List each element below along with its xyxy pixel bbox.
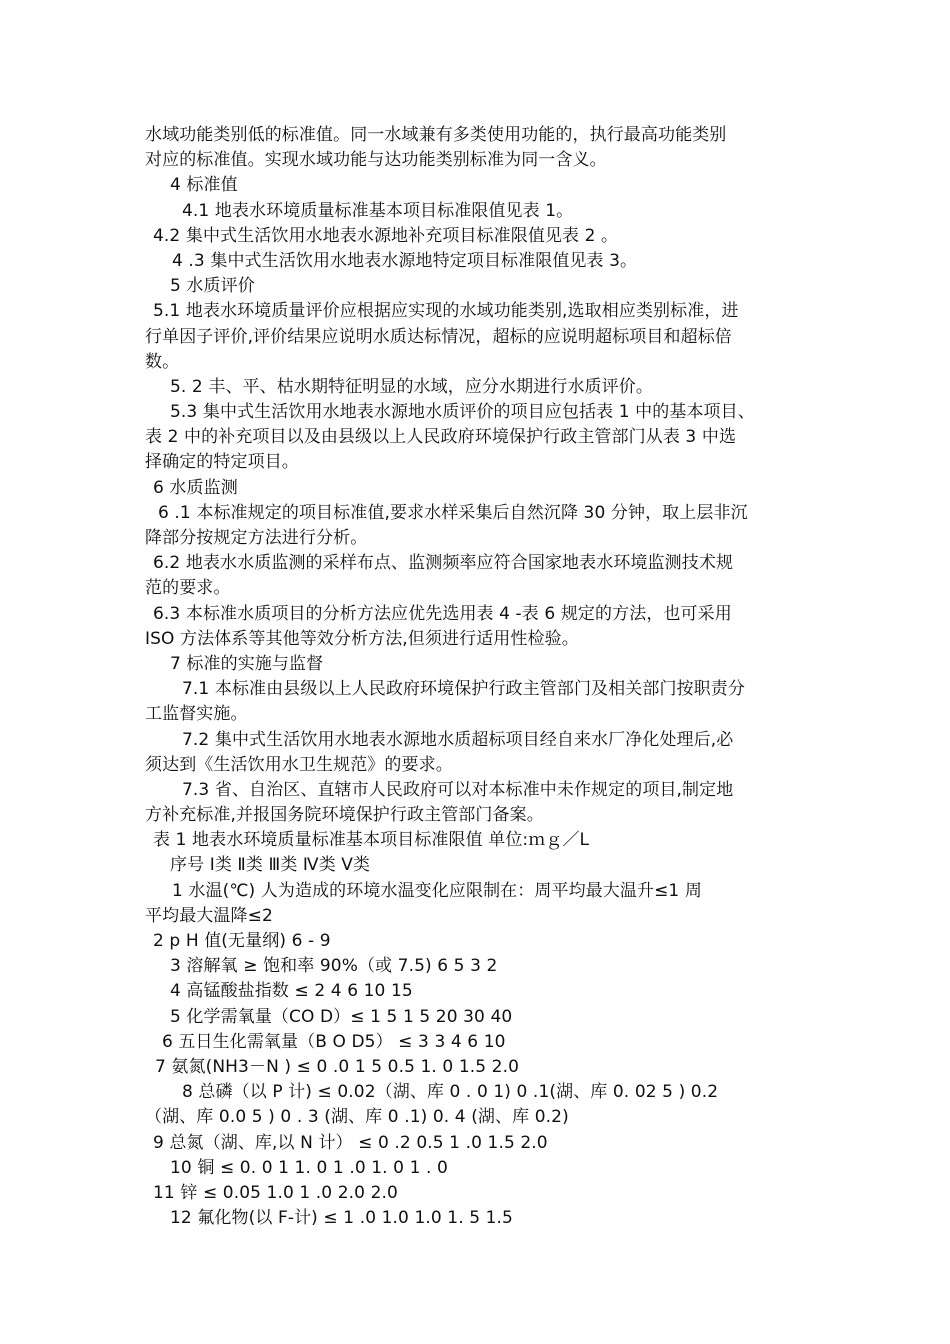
- text-line: 5.1 地表水环境质量评价应根据应实现的水域功能类别,选取相应类别标准，进: [153, 301, 739, 322]
- text-line: 方补充标准,并报国务院环境保护行政主管部门备案。: [145, 805, 544, 826]
- text-line: 对应的标准值。实现水域功能与达功能类别标准为同一含义。: [145, 150, 607, 171]
- text-line: 6.2 地表水水质监测的采样布点、监测频率应符合国家地表水环境监测技术规: [153, 553, 734, 574]
- text-line: 择确定的特定项目。: [145, 452, 299, 473]
- text-line: 4 .3 集中式生活饮用水地表水源地特定项目标准限值见表 3。: [172, 250, 638, 271]
- table-row: 8 总磷（以 P 计) ≤ 0.02（湖、库 0 . 0 1) 0 .1(湖、库 0. 02 5 ) 0.2: [182, 1082, 719, 1103]
- text-line: 表 2 中的补充项目以及由县级以上人民政府环境保护行政主管部门从表 3 中选: [145, 427, 737, 448]
- section-heading: 7 标准的实施与监督: [170, 653, 324, 674]
- text-line: 5. 2 丰、平、枯水期特征明显的水域，应分水期进行水质评价。: [170, 376, 653, 397]
- text-line: 4.2 集中式生活饮用水地表水源地补充项目标准限值见表 2 。: [153, 225, 619, 246]
- section-heading: 4 标准值: [170, 175, 238, 196]
- table-row: 5 化学需氧量（CO D）≤ 1 5 1 5 20 30 40: [170, 1006, 513, 1027]
- table-row: 10 铜 ≤ 0. 0 1 1. 0 1 .0 1. 0 1 . 0: [170, 1157, 448, 1178]
- text-line: 7.2 集中式生活饮用水地表水源地水质超标项目经自来水厂净化处理后,必: [182, 729, 734, 750]
- table-row: 6 五日生化需氧量（B O D5） ≤ 3 3 4 6 10: [162, 1031, 506, 1052]
- text-line: 5.3 集中式生活饮用水地表水源地水质评价的项目应包括表 1 中的基本项目、: [170, 402, 755, 423]
- text-line: 4.1 地表水环境质量标准基本项目标准限值见表 1。: [182, 200, 574, 221]
- text-line: 6 .1 本标准规定的项目标准值,要求水样采集后自然沉降 30 分钟，取上层非沉: [158, 502, 748, 523]
- section-heading: 6 水质监测: [153, 477, 238, 498]
- text-line: 工监督实施。: [145, 704, 248, 725]
- text-line: 7.3 省、自治区、直辖市人民政府可以对本标准中未作规定的项目,制定地: [182, 779, 734, 800]
- table-row: 4 高锰酸盐指数 ≤ 2 4 6 10 15: [170, 981, 413, 1002]
- text-line: 须达到《生活饮用水卫生规范》的要求。: [145, 754, 453, 775]
- table-row: 11 锌 ≤ 0.05 1.0 1 .0 2.0 2.0: [153, 1182, 398, 1203]
- text-line: 数。: [145, 351, 180, 372]
- text-line: 范的要求。: [145, 578, 231, 599]
- table-row: 2 p H 值(无量纲) 6 - 9: [153, 931, 331, 951]
- text-line: 6.3 本标准水质项目的分析方法应优先选用表 4 -表 6 规定的方法，也可采用: [153, 603, 732, 624]
- table-row: 3 溶解氧 ≥ 饱和率 90%（或 7.5) 6 5 3 2: [170, 956, 498, 977]
- text-line: 行单因子评价,评价结果应说明水质达标情况，超标的应说明超标项目和超标倍: [145, 326, 732, 347]
- text-line: ISO 方法体系等其他等效分析方法,但须进行适用性检验。: [145, 628, 579, 649]
- section-heading: 5 水质评价: [170, 276, 255, 297]
- table-row: 平均最大温降≤2: [145, 905, 273, 926]
- text-line: 7.1 本标准由县级以上人民政府环境保护行政主管部门及相关部门按职责分: [182, 679, 745, 700]
- table-row: 1 水温(℃) 人为造成的环境水温变化应限制在：周平均最大温升≤1 周: [172, 880, 702, 901]
- table-header: 序号 Ⅰ类 Ⅱ类 Ⅲ类 Ⅳ类 Ⅴ类: [170, 855, 371, 876]
- document-text: [145, 123, 810, 1231]
- text-line: 降部分按规定方法进行分析。: [145, 528, 368, 548]
- table-row: （湖、库 0.0 5 ) 0 . 3 (湖、库 0 .1) 0. 4 (湖、库 0.2): [145, 1107, 569, 1128]
- table-caption: 表 1 地表水环境质量标准基本项目标准限值 单位:ｍｇ／L: [153, 830, 590, 851]
- table-row: 9 总氮（湖、库,以 N 计） ≤ 0 .2 0.5 1 .0 1.5 2.0: [153, 1132, 548, 1153]
- text-line: 水域功能类别低的标准值。同一水域兼有多类使用功能的，执行最高功能类别: [145, 125, 727, 145]
- table-row: 7 氨氮(NH3－N ) ≤ 0 .0 1 5 0.5 1. 0 1.5 2.0: [155, 1056, 520, 1077]
- table-row: 12 氟化物(以 F-计) ≤ 1 .0 1.0 1.0 1. 5 1.5: [170, 1208, 513, 1229]
